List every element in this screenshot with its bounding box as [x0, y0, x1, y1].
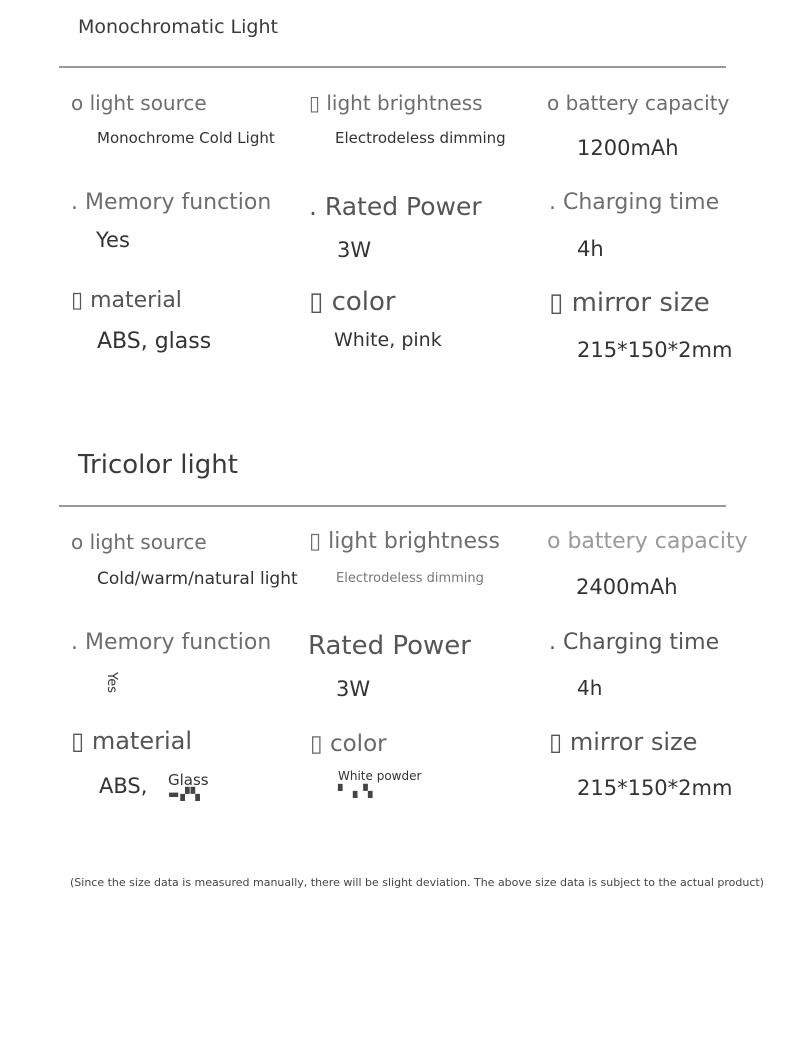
tri-charging-value: 4h [577, 676, 603, 700]
mono-material-label: ▯ material [71, 288, 182, 313]
mono-material-value: ABS, glass [97, 329, 212, 354]
tri-battery-value: 2400mAh [576, 575, 678, 599]
tri-material-value: Glass [168, 771, 209, 789]
tri-battery-label: o battery capacity [547, 529, 748, 554]
footnote: (Since the size data is measured manually, there will be slight deviation. The above size data is subject to the actual product) [70, 876, 764, 889]
tri-color-label: ▯ color [310, 731, 387, 757]
tri-color-value: White powder [338, 769, 422, 783]
tri-memory-label: . Memory function [71, 630, 272, 655]
tri-mirror-size-label: ▯ mirror size [549, 728, 698, 756]
tri-memory-value: Yes [104, 672, 119, 693]
smudged-glyphs: ▬▞▚ [168, 787, 201, 801]
mono-mirror-size-value: 215*150*2mm [577, 338, 733, 362]
mono-battery-label: o battery capacity [547, 91, 730, 115]
tri-material-label: ▯ material [71, 727, 193, 755]
mono-light-source-value: Monochrome Cold Light [97, 129, 275, 147]
mono-section-title: Monochromatic Light [78, 16, 278, 38]
mono-memory-label: . Memory function [71, 190, 272, 215]
mono-battery-value: 1200mAh [577, 136, 679, 160]
tri-section-title: Tricolor light [78, 450, 238, 480]
mono-memory-value: Yes [96, 228, 130, 252]
mono-power-label: . Rated Power [309, 192, 482, 221]
tri-material-value-prefix: ABS, [99, 774, 148, 798]
tri-light-source-label: o light source [71, 530, 207, 554]
tri-section-divider [59, 505, 726, 507]
mono-mirror-size-label: ▯ mirror size [549, 288, 710, 318]
mono-color-label: ▯ color [309, 287, 396, 317]
tri-power-label: Rated Power [308, 631, 471, 661]
smudged-glyphs-2: ▘▗ ▚ [338, 784, 374, 798]
tri-charging-label: . Charging time [549, 630, 720, 655]
tri-power-value: 3W [336, 677, 371, 701]
mono-brightness-value: Electrodeless dimming [335, 129, 506, 147]
mono-charging-label: . Charging time [549, 190, 720, 215]
mono-brightness-label: ▯ light brightness [309, 91, 483, 115]
mono-section-divider [59, 66, 726, 68]
tri-brightness-value: Electrodeless dimming [336, 571, 484, 586]
mono-power-value: 3W [337, 238, 372, 262]
tri-light-source-value: Cold/warm/natural light [97, 569, 298, 589]
mono-light-source-label: o light source [71, 91, 207, 115]
mono-charging-value: 4h [577, 237, 604, 261]
tri-mirror-size-value: 215*150*2mm [577, 776, 733, 800]
tri-brightness-label: ▯ light brightness [309, 529, 500, 554]
mono-color-value: White, pink [334, 329, 442, 351]
